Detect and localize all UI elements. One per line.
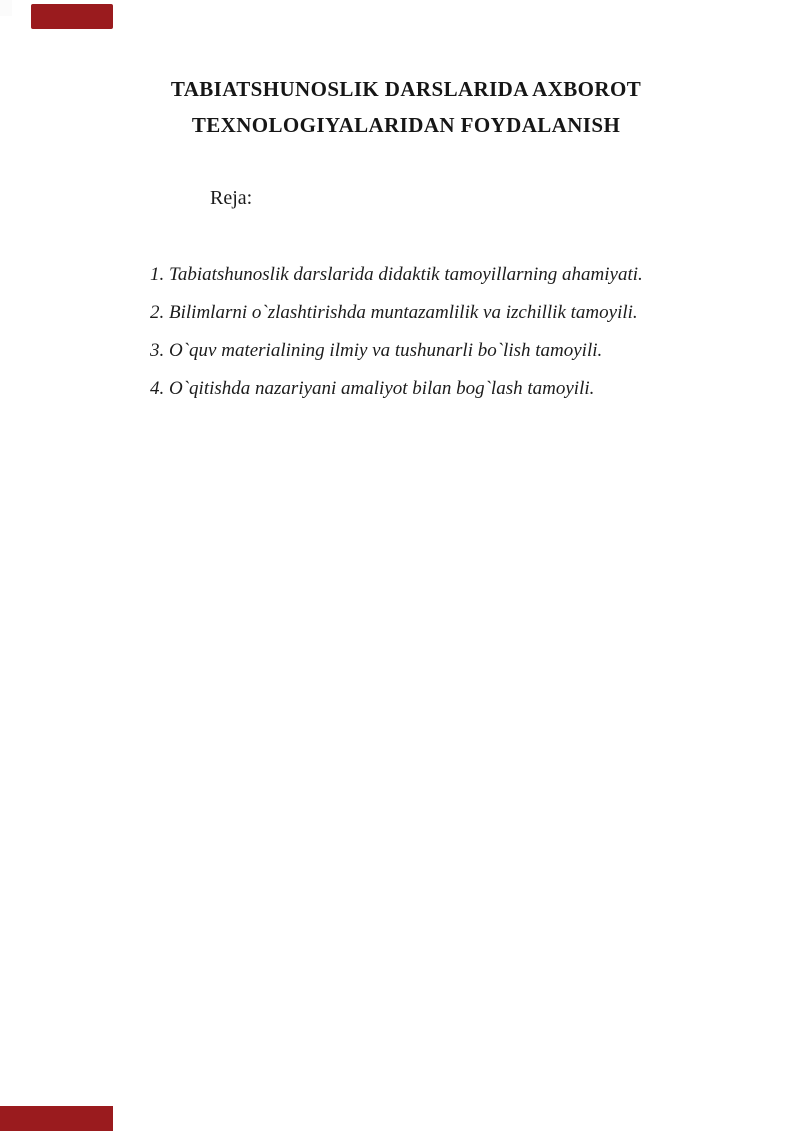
plan-list-item: 4. O`qitishda nazariyani amaliyot bilan bog`lash tamoyili. — [150, 378, 595, 399]
bottom-left-red-mark — [0, 1106, 113, 1131]
document-title — [60, 71, 752, 143]
document-title-line-2: TEXNOLOGIYALARIDAN FOYDALANISH — [191, 113, 621, 137]
top-left-red-mark — [31, 4, 113, 29]
plan-list-item: 3. O`quv materialining ilmiy va tushunarli bo`lish tamoyili. — [150, 340, 603, 361]
plan-heading: Reja: — [210, 187, 253, 209]
document-title-line-1: TABIATSHUNOSLIK DARSLARIDA AXBOROT — [170, 77, 642, 101]
page-corner-artifact — [0, 0, 12, 16]
plan-list-item: 1. Tabiatshunoslik darslarida didaktik tamoyillarning ahamiyati. — [150, 264, 643, 285]
plan-list-item: 2. Bilimlarni o`zlashtirishda muntazamlilik va izchillik tamoyili. — [150, 302, 638, 323]
plan-list — [150, 256, 740, 408]
